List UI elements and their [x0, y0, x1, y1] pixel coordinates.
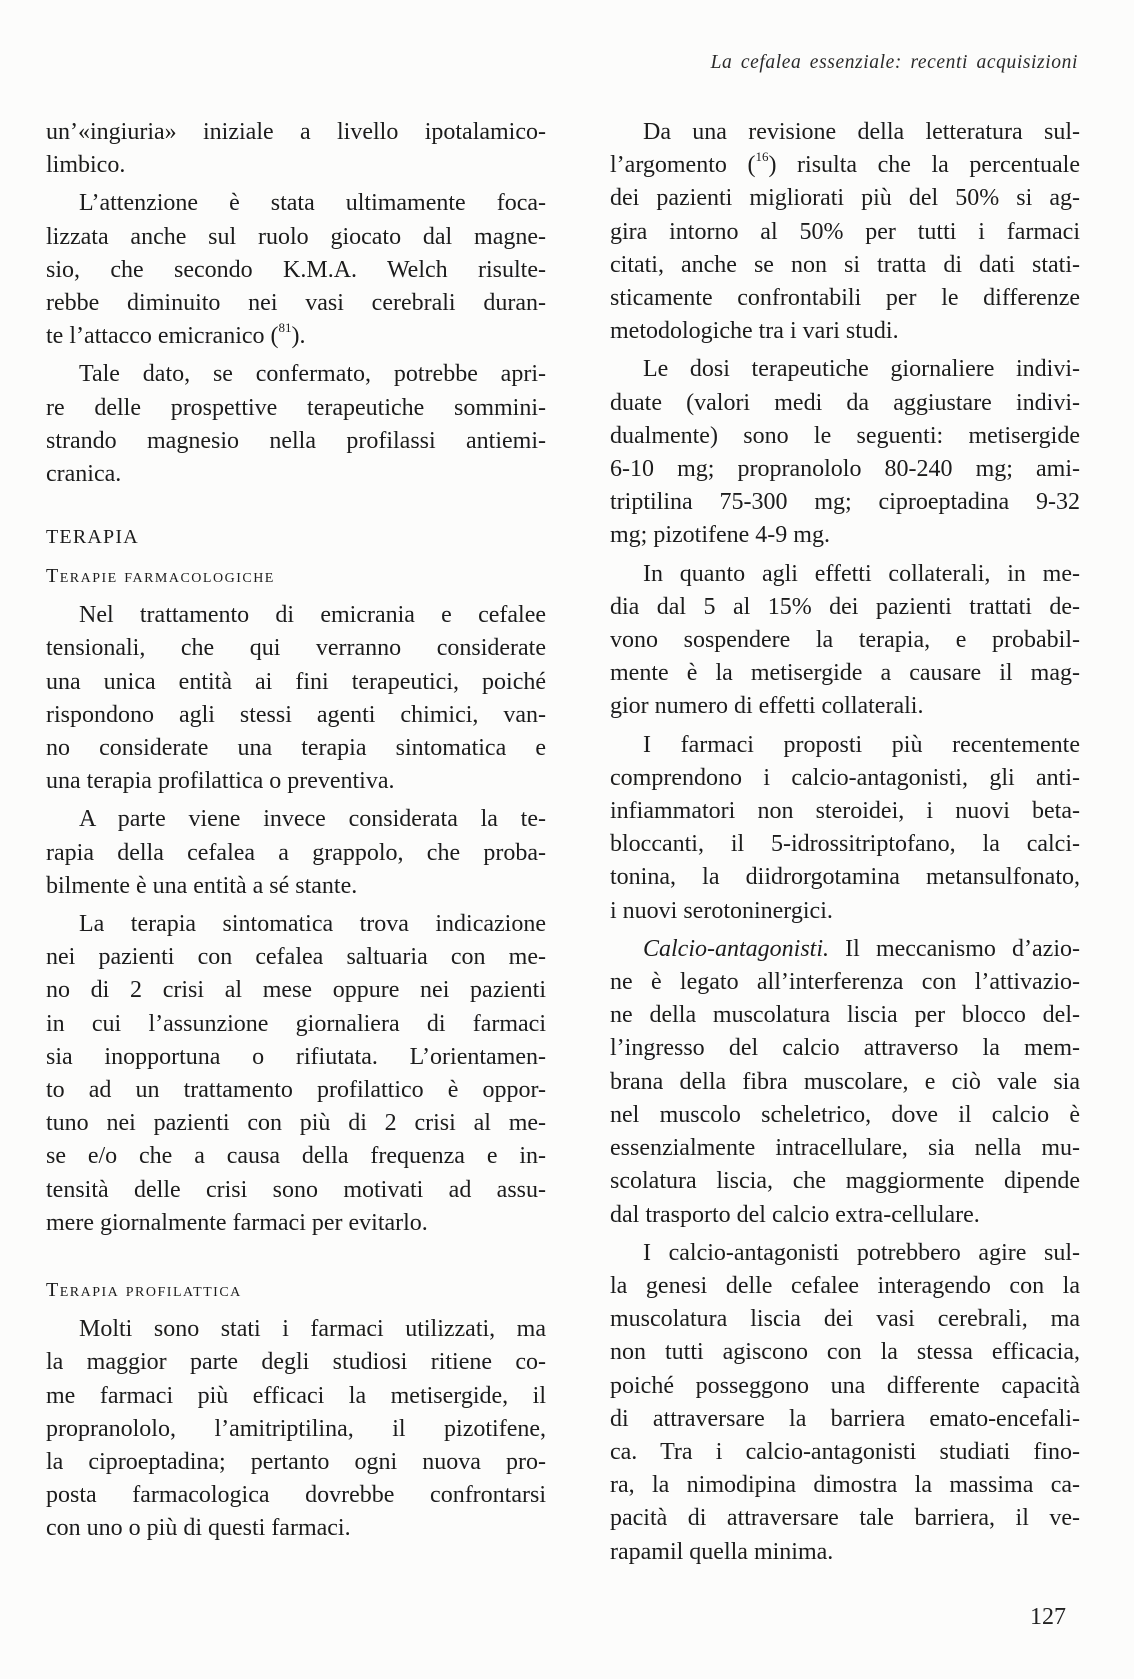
text-span: l’argomento ( — [610, 152, 756, 179]
text-span: te l’attacco emicranico ( — [46, 323, 279, 350]
text-line: rispondono agli stessi agenti chimici, van- — [46, 701, 546, 728]
text-line: tuno nei pazienti con più di 2 crisi al me- — [46, 1110, 546, 1137]
text-line: metodologiche tra i vari studi. — [610, 318, 899, 345]
text-line: una unica entità ai fini terapeutici, poiché — [46, 668, 546, 695]
text-span: ) risulta che la percentuale — [768, 152, 1080, 179]
text-line: mente è la metisergide a causare il mag- — [610, 660, 1080, 687]
text-line: La terapia sintomatica trova indicazione — [79, 911, 546, 938]
paragraph — [46, 116, 546, 182]
text-line: poiché posseggono una differente capacità — [610, 1372, 1080, 1399]
text-line: di attraversare la barriera emato-encefali- — [610, 1405, 1080, 1432]
text-line: tensità delle crisi sono motivati ad assu- — [46, 1176, 546, 1203]
text-line: rebbe diminuito nei vasi cerebrali duran- — [46, 290, 546, 317]
text-line: se e/o che a causa della frequenza e in- — [46, 1143, 546, 1170]
text-line: essenzialmente intracellulare, sia nella mu- — [610, 1135, 1080, 1162]
text-line: pacità di attraversare tale barriera, il ve- — [610, 1505, 1080, 1532]
text-line: to ad un trattamento profilattico è oppor- — [46, 1077, 546, 1104]
text-line: la maggior parte degli studiosi ritiene co- — [46, 1349, 546, 1376]
text-line: Tale dato, se confermato, potrebbe apri- — [79, 361, 546, 388]
text-line: l’ingresso del calcio attraverso la mem- — [610, 1035, 1080, 1062]
text-line: propranololo, l’amitriptilina, il pizotifene, — [46, 1415, 546, 1442]
text-line: rapamil quella minima. — [610, 1538, 834, 1565]
text-line: nei pazienti con cefalea saltuaria con me- — [46, 944, 546, 971]
paragraph — [610, 353, 1080, 552]
text-span: ). — [291, 323, 306, 350]
run-in-heading-calcio-antagonisti: Calcio-antagonisti. — [643, 935, 829, 962]
text-line: triptilina 75-300 mg; ciproeptadina 9-32 — [610, 489, 1080, 516]
text-line: strando magnesio nella profilassi antiemi- — [46, 427, 546, 454]
text-line: nel muscolo scheletrico, dove il calcio è — [610, 1101, 1080, 1128]
text-line: bilmente è una entità a sé stante. — [46, 872, 358, 899]
text-line: posta farmacologica dovrebbe confrontarsi — [46, 1482, 546, 1509]
text-line: Da una revisione della letteratura sul- — [643, 119, 1080, 145]
text-line: la genesi delle cefalee interagendo con la — [610, 1272, 1080, 1299]
subsection-heading-terapie-farmacologiche: Terapie farmacologiche — [46, 565, 275, 588]
subsection-heading-terapia-profilattica: Terapia profilattica — [46, 1279, 242, 1302]
paragraph — [46, 1313, 546, 1545]
text-line: dei pazienti migliorati più del 50% si ag- — [610, 185, 1080, 212]
text-line: In quanto agli effetti collaterali, in me- — [643, 560, 1080, 587]
text-line: I farmaci proposti più recentemente — [643, 731, 1080, 758]
text-line: Nel trattamento di emicrania e cefalee — [79, 602, 546, 629]
left-column — [46, 116, 546, 1546]
footnote-ref: 16 — [755, 149, 769, 165]
paragraph — [610, 1237, 1080, 1569]
paragraph — [46, 358, 546, 491]
text-span: Il meccanismo d’azio- — [829, 935, 1080, 962]
paragraph — [610, 116, 1080, 348]
text-line: muscolatura liscia dei vasi cerebrali, ma — [610, 1306, 1080, 1333]
text-line: re delle prospettive terapeutiche sommini- — [46, 394, 546, 421]
text-line: la ciproeptadina; pertanto ogni nuova pro- — [46, 1448, 546, 1475]
text-line: non tutti agiscono con la stessa efficacia, — [610, 1339, 1080, 1366]
text-line: A parte viene invece considerata la te- — [79, 806, 546, 833]
section-heading-terapia: TERAPIA — [46, 526, 139, 549]
text-line: dualmente) sono le seguenti: metisergide — [610, 422, 1080, 449]
page-number: 127 — [1030, 1604, 1066, 1630]
text-line: gira intorno al 50% per tutti i farmaci — [610, 218, 1080, 245]
text-line: rapia della cefalea a grappolo, che proba- — [46, 839, 546, 866]
text-line: ne è legato all’interferenza con l’attivazio- — [610, 969, 1080, 996]
text-line: comprendono i calcio-antagonisti, gli anti- — [610, 764, 1080, 791]
footnote-ref: 81 — [278, 320, 292, 336]
text-line: ra, la nimodipina dimostra la massima ca- — [610, 1472, 1080, 1499]
text-line: ne della muscolatura liscia per blocco del- — [610, 1002, 1080, 1029]
paragraph — [46, 908, 546, 1240]
text-line: cranica. — [46, 461, 122, 488]
paragraph — [46, 599, 546, 798]
text-line: ca. Tra i calcio-antagonisti studiati fino- — [610, 1438, 1080, 1465]
text-line: sticamente confrontabili per le differenze — [610, 285, 1080, 312]
text-line: bloccanti, il 5-idrossitriptofano, la calci- — [610, 831, 1080, 858]
text-line: con uno o più di questi farmaci. — [46, 1515, 351, 1542]
text-line: un’«ingiuria» iniziale a livello ipotalamico- — [46, 119, 546, 145]
text-line: sio, che secondo K.M.A. Welch risulte- — [46, 256, 546, 283]
text-line: lizzata anche sul ruolo giocato dal magne- — [46, 223, 546, 250]
text-line: dal trasporto del calcio extra-cellulare. — [610, 1201, 980, 1228]
text-line: Molti sono stati i farmaci utilizzati, ma — [79, 1316, 546, 1343]
running-head: La cefalea essenziale: recenti acquisizioni — [710, 52, 1078, 73]
paragraph — [610, 933, 1080, 1232]
text-line: gior numero di effetti collaterali. — [610, 693, 924, 720]
text-line: no di 2 crisi al mese oppure nei pazienti — [46, 977, 546, 1004]
text-line: no considerate una terapia sintomatica e — [46, 735, 546, 762]
text-line — [610, 933, 1080, 966]
text-line: dia dal 5 al 15% dei pazienti trattati de- — [610, 593, 1080, 620]
text-line: i nuovi serotoninergici. — [610, 897, 833, 924]
text-line: duate (valori medi da aggiustare indivi- — [610, 389, 1080, 416]
text-line: in cui l’assunzione giornaliera di farmaci — [46, 1010, 546, 1037]
paragraph — [46, 187, 546, 353]
text-line: vono sospendere la terapia, e probabil- — [610, 627, 1080, 654]
text-line: tonina, la diidrorgotamina metansulfonato, — [610, 864, 1080, 891]
text-line: infiammatori non steroidei, i nuovi beta- — [610, 798, 1080, 825]
paragraph — [610, 558, 1080, 724]
text-line: citati, anche se non si tratta di dati stati- — [610, 251, 1080, 278]
text-line: mere giornalmente farmaci per evitarlo. — [46, 1209, 428, 1236]
text-line: scolatura liscia, che maggiormente dipende — [610, 1168, 1080, 1195]
text-line: brana della fibra muscolare, e ciò vale sia — [610, 1068, 1080, 1095]
text-line: una terapia profilattica o preventiva. — [46, 768, 395, 795]
text-line: I calcio-antagonisti potrebbero agire sul- — [643, 1239, 1080, 1266]
text-line: me farmaci più efficaci la metisergide, il — [46, 1382, 546, 1409]
text-line: mg; pizotifene 4-9 mg. — [610, 522, 830, 549]
text-line: sia inopportuna o rifiutata. L’orientamen- — [46, 1043, 546, 1070]
paragraph — [610, 729, 1080, 928]
text-line — [46, 320, 546, 353]
right-column — [610, 116, 1080, 1569]
paragraph — [46, 803, 546, 903]
text-line: L’attenzione è stata ultimamente foca- — [79, 190, 546, 217]
text-line: tensionali, che qui verranno considerate — [46, 635, 546, 662]
text-line: Le dosi terapeutiche giornaliere indivi- — [643, 356, 1080, 383]
text-line: 6-10 mg; propranololo 80-240 mg; ami- — [610, 456, 1080, 483]
text-line — [610, 149, 1080, 182]
text-line: limbico. — [46, 152, 126, 179]
